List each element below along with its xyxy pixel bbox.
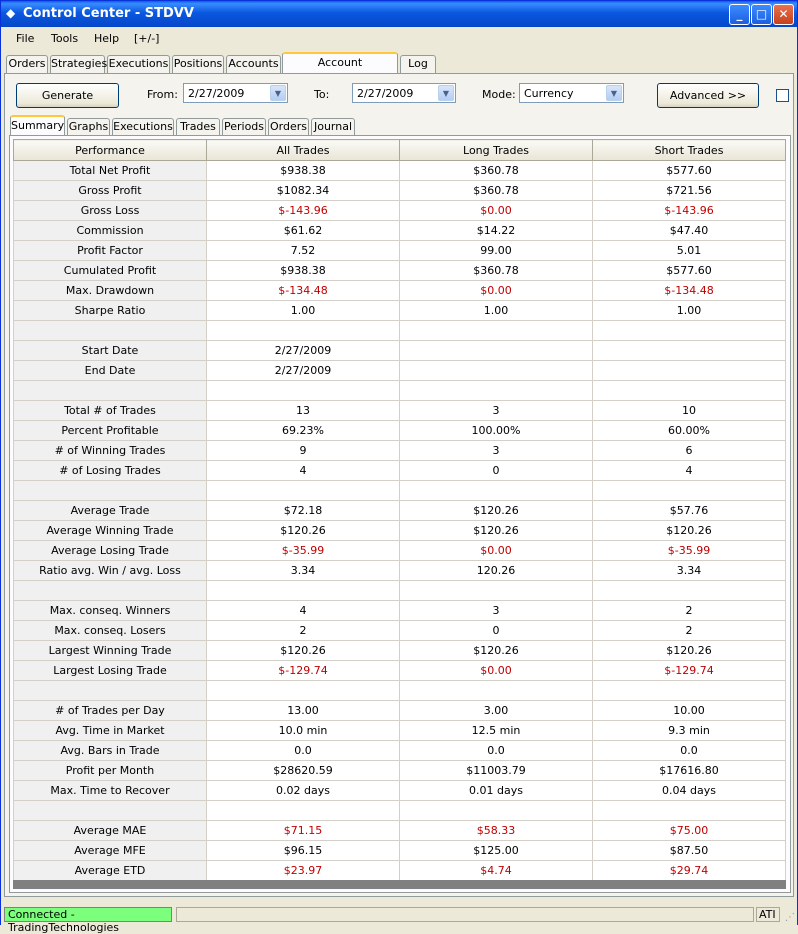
table-cell	[400, 681, 593, 701]
table-cell: 0.04 days	[593, 781, 786, 801]
tab-log[interactable]: Log	[400, 55, 436, 73]
table-row	[14, 681, 786, 701]
table-cell	[593, 361, 786, 381]
table-cell: $29.74	[593, 861, 786, 881]
table-row	[14, 641, 786, 661]
tab-orders[interactable]: Orders	[6, 55, 48, 73]
table-cell: $-129.74	[593, 661, 786, 681]
table-row	[14, 421, 786, 441]
resize-grip-icon[interactable]: ⋰	[785, 912, 795, 923]
table-cell: 4	[207, 461, 400, 481]
table-cell: $11003.79	[400, 761, 593, 781]
table-cell: 2/27/2009	[207, 341, 400, 361]
table-row	[14, 601, 786, 621]
mode-label: Mode:	[482, 88, 516, 101]
table-row	[14, 861, 786, 881]
table-cell: $120.26	[400, 641, 593, 661]
menu-toggle[interactable]: [+/-]	[134, 32, 160, 45]
table-row	[14, 721, 786, 741]
row-label: Cumulated Profit	[14, 261, 207, 281]
menu-file[interactable]: File	[16, 32, 35, 45]
subtab-journal[interactable]: Journal	[311, 118, 355, 136]
table-cell: $72.18	[207, 501, 400, 521]
table-cell: 0.01 days	[400, 781, 593, 801]
table-cell: $28620.59	[207, 761, 400, 781]
table-cell: $17616.80	[593, 761, 786, 781]
table-cell	[400, 361, 593, 381]
table-cell: $71.15	[207, 821, 400, 841]
table-cell: $0.00	[400, 661, 593, 681]
table-row	[14, 301, 786, 321]
table-cell: 100.00%	[400, 421, 593, 441]
table-cell: $938.38	[207, 261, 400, 281]
table-cell: $14.22	[400, 221, 593, 241]
table-cell: 2	[593, 621, 786, 641]
table-cell: $58.33	[400, 821, 593, 841]
table-cell: $-35.99	[207, 541, 400, 561]
column-header-all-trades[interactable]: All Trades	[207, 140, 400, 161]
table-cell: $120.26	[207, 641, 400, 661]
table-cell: 1.00	[593, 301, 786, 321]
tab-strategies[interactable]: Strategies	[50, 55, 105, 73]
subtab-periods[interactable]: Periods	[222, 118, 266, 136]
table-cell: 13.00	[207, 701, 400, 721]
row-label	[14, 321, 207, 341]
row-label: Total # of Trades	[14, 401, 207, 421]
row-label: Average Trade	[14, 501, 207, 521]
row-label	[14, 581, 207, 601]
table-row	[14, 821, 786, 841]
status-message-area	[176, 907, 754, 922]
table-cell: $577.60	[593, 261, 786, 281]
diamond-icon: ◆	[6, 6, 16, 20]
table-row	[14, 481, 786, 501]
to-label: To:	[314, 88, 330, 101]
table-row	[14, 361, 786, 381]
row-label: Average MFE	[14, 841, 207, 861]
row-label: Largest Losing Trade	[14, 661, 207, 681]
table-cell: 1.00	[207, 301, 400, 321]
table-cell: 2	[207, 621, 400, 641]
table-cell: $96.15	[207, 841, 400, 861]
table-cell: 0.02 days	[207, 781, 400, 801]
table-cell: 3.34	[593, 561, 786, 581]
table-cell	[207, 321, 400, 341]
table-cell: $120.26	[400, 521, 593, 541]
table-cell: $721.56	[593, 181, 786, 201]
row-label: Commission	[14, 221, 207, 241]
table-cell	[593, 801, 786, 821]
chevron-down-icon[interactable]: ▼	[606, 85, 622, 101]
table-cell: 9	[207, 441, 400, 461]
column-header-performance[interactable]: Performance	[14, 140, 207, 161]
table-row	[14, 741, 786, 761]
subtab-summary[interactable]: Summary	[10, 115, 65, 136]
table-cell: $125.00	[400, 841, 593, 861]
table-cell: 0	[400, 461, 593, 481]
table-cell: 99.00	[400, 241, 593, 261]
table-row	[14, 221, 786, 241]
tab-accounts[interactable]: Accounts	[226, 55, 281, 73]
performance-table-body	[14, 161, 786, 881]
table-cell: $120.26	[593, 641, 786, 661]
table-cell: 4	[207, 601, 400, 621]
table-row	[14, 661, 786, 681]
table-cell: 0	[400, 621, 593, 641]
table-cell: $577.60	[593, 161, 786, 181]
table-cell: 3	[400, 601, 593, 621]
table-cell: $61.62	[207, 221, 400, 241]
table-cell	[207, 381, 400, 401]
table-row	[14, 841, 786, 861]
table-cell: 10	[593, 401, 786, 421]
mode-select[interactable]: Currency ▼	[519, 83, 624, 103]
table-cell: 120.26	[400, 561, 593, 581]
menu-tools[interactable]: Tools	[51, 32, 79, 45]
connection-status: Connected - TradingTechnologies	[4, 907, 172, 922]
subtab-executions[interactable]: Executions	[112, 118, 174, 136]
table-cell: $0.00	[400, 281, 593, 301]
table-cell: 5.01	[593, 241, 786, 261]
table-cell: 7.52	[207, 241, 400, 261]
table-row	[14, 701, 786, 721]
title-bar[interactable]	[1, 1, 797, 27]
table-row	[14, 461, 786, 481]
column-header-short-trades[interactable]: Short Trades	[593, 140, 786, 161]
row-label	[14, 801, 207, 821]
table-cell	[593, 481, 786, 501]
to-date-picker[interactable]: 2/27/2009 ▼	[352, 83, 456, 103]
row-label: Max. Drawdown	[14, 281, 207, 301]
table-cell: 6	[593, 441, 786, 461]
table-cell: $-35.99	[593, 541, 786, 561]
table-cell: 3	[400, 401, 593, 421]
table-cell: $120.26	[400, 501, 593, 521]
row-label: Average Losing Trade	[14, 541, 207, 561]
row-label: Gross Profit	[14, 181, 207, 201]
minimize-button[interactable]: _	[729, 4, 750, 25]
table-row	[14, 281, 786, 301]
row-label: Profit per Month	[14, 761, 207, 781]
table-cell: $-134.48	[207, 281, 400, 301]
main-tab-bar	[1, 52, 797, 74]
table-row	[14, 561, 786, 581]
table-cell: $360.78	[400, 261, 593, 281]
table-cell	[207, 581, 400, 601]
table-cell: 3	[400, 441, 593, 461]
row-label: Sharpe Ratio	[14, 301, 207, 321]
window-title: Control Center - STDVV	[23, 6, 194, 21]
row-label: Percent Profitable	[14, 421, 207, 441]
tab-executions[interactable]: Executions	[107, 55, 170, 73]
table-cell: 0.0	[207, 741, 400, 761]
row-label	[14, 381, 207, 401]
table-cell	[400, 581, 593, 601]
table-row	[14, 161, 786, 181]
chevron-down-icon[interactable]: ▼	[270, 85, 286, 101]
table-cell: $1082.34	[207, 181, 400, 201]
row-label: Average ETD	[14, 861, 207, 881]
table-row	[14, 581, 786, 601]
table-cell: $23.97	[207, 861, 400, 881]
table-cell: 1.00	[400, 301, 593, 321]
row-label: Max. conseq. Losers	[14, 621, 207, 641]
table-row	[14, 801, 786, 821]
table-row	[14, 781, 786, 801]
table-cell: 3.34	[207, 561, 400, 581]
row-label: Average MAE	[14, 821, 207, 841]
subtab-orders[interactable]: Orders	[268, 118, 309, 136]
row-label: Ratio avg. Win / avg. Loss	[14, 561, 207, 581]
table-cell: 3.00	[400, 701, 593, 721]
table-cell: $938.38	[207, 161, 400, 181]
table-cell: $-129.74	[207, 661, 400, 681]
table-cell	[400, 341, 593, 361]
row-label: Total Net Profit	[14, 161, 207, 181]
from-label: From:	[147, 88, 178, 101]
row-label: Max. conseq. Winners	[14, 601, 207, 621]
column-header-long-trades[interactable]: Long Trades	[400, 140, 593, 161]
table-cell: $57.76	[593, 501, 786, 521]
table-cell: $87.50	[593, 841, 786, 861]
table-row	[14, 501, 786, 521]
maximize-button[interactable]: □	[751, 4, 772, 25]
row-label: Gross Loss	[14, 201, 207, 221]
table-cell: $360.78	[400, 161, 593, 181]
table-cell	[593, 341, 786, 361]
table-cell	[593, 581, 786, 601]
chevron-down-icon[interactable]: ▼	[438, 85, 454, 101]
table-cell	[400, 381, 593, 401]
table-cell: 10.0 min	[207, 721, 400, 741]
table-cell: 13	[207, 401, 400, 421]
tab-account-performance[interactable]: Account	[282, 52, 398, 74]
table-cell	[400, 801, 593, 821]
table-cell: $-143.96	[207, 201, 400, 221]
row-label: # of Winning Trades	[14, 441, 207, 461]
table-row	[14, 521, 786, 541]
row-label: Average Winning Trade	[14, 521, 207, 541]
table-cell: 69.23%	[207, 421, 400, 441]
table-row	[14, 401, 786, 421]
subtab-trades[interactable]: Trades	[176, 118, 220, 136]
table-cell	[593, 321, 786, 341]
table-cell: $360.78	[400, 181, 593, 201]
table-cell	[400, 481, 593, 501]
options-checkbox[interactable]	[776, 89, 789, 102]
row-label	[14, 481, 207, 501]
table-cell: 4	[593, 461, 786, 481]
table-row	[14, 541, 786, 561]
table-cell	[207, 681, 400, 701]
generate-button[interactable]: Generate	[16, 83, 119, 108]
row-label: # of Losing Trades	[14, 461, 207, 481]
menu-help[interactable]: Help	[94, 32, 120, 45]
table-cell: $0.00	[400, 541, 593, 561]
table-cell: $75.00	[593, 821, 786, 841]
table-cell: 10.00	[593, 701, 786, 721]
row-label: Max. Time to Recover	[14, 781, 207, 801]
advanced-button[interactable]: Advanced >>	[657, 83, 759, 108]
row-label: Avg. Bars in Trade	[14, 741, 207, 761]
row-label: Profit Factor	[14, 241, 207, 261]
table-cell: 0.0	[400, 741, 593, 761]
table-row	[14, 201, 786, 221]
table-row	[14, 241, 786, 261]
table-cell: 60.00%	[593, 421, 786, 441]
table-cell	[207, 801, 400, 821]
menu-bar	[1, 28, 797, 50]
table-row	[14, 341, 786, 361]
table-row	[14, 441, 786, 461]
table-cell: $4.74	[400, 861, 593, 881]
table-cell	[207, 481, 400, 501]
table-cell	[400, 321, 593, 341]
table-cell: $-134.48	[593, 281, 786, 301]
table-cell: 2/27/2009	[207, 361, 400, 381]
performance-table	[13, 139, 786, 881]
row-label: End Date	[14, 361, 207, 381]
close-button[interactable]: ✕	[773, 4, 794, 25]
table-cell: $47.40	[593, 221, 786, 241]
horizontal-scrollbar[interactable]	[13, 880, 786, 889]
table-cell: 9.3 min	[593, 721, 786, 741]
table-cell: $-143.96	[593, 201, 786, 221]
tab-positions[interactable]: Positions	[172, 55, 224, 73]
table-row	[14, 181, 786, 201]
row-label: Largest Winning Trade	[14, 641, 207, 661]
table-cell: $120.26	[207, 521, 400, 541]
subtab-graphs[interactable]: Graphs	[67, 118, 110, 136]
table-row	[14, 381, 786, 401]
table-cell: $120.26	[593, 521, 786, 541]
row-label: # of Trades per Day	[14, 701, 207, 721]
table-cell	[593, 681, 786, 701]
row-label: Start Date	[14, 341, 207, 361]
table-cell: 2	[593, 601, 786, 621]
row-label	[14, 681, 207, 701]
from-date-picker[interactable]: 2/27/2009 ▼	[183, 83, 288, 103]
table-cell	[593, 381, 786, 401]
table-row	[14, 761, 786, 781]
table-cell: $0.00	[400, 201, 593, 221]
table-cell: 0.0	[593, 741, 786, 761]
status-bar	[1, 905, 797, 934]
status-ati: ATI	[756, 907, 780, 922]
table-row	[14, 261, 786, 281]
table-row	[14, 621, 786, 641]
table-cell: 12.5 min	[400, 721, 593, 741]
row-label: Avg. Time in Market	[14, 721, 207, 741]
table-header-row	[14, 140, 786, 161]
table-row	[14, 321, 786, 341]
